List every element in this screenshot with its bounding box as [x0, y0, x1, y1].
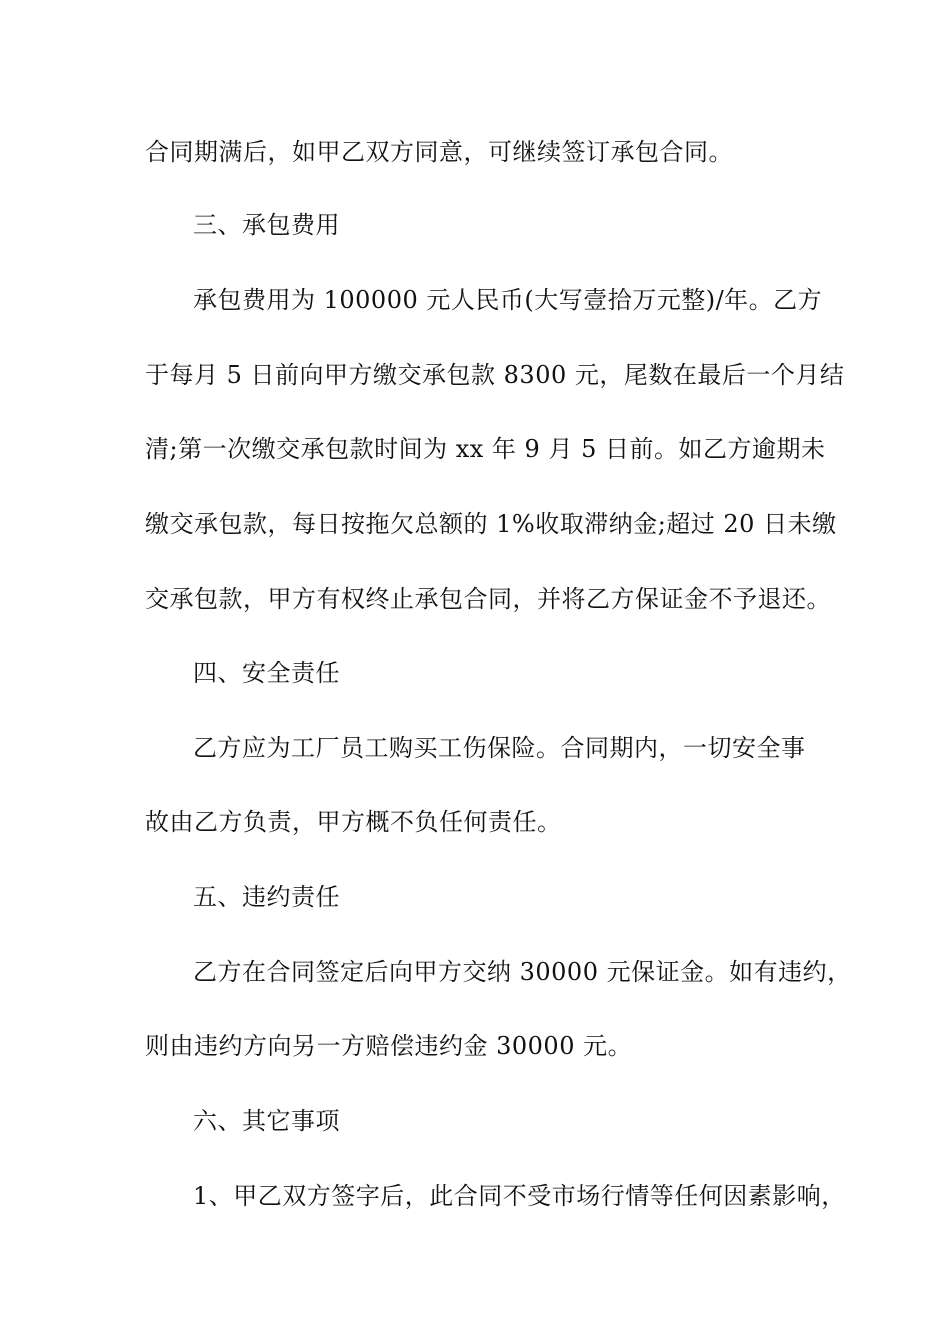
- section-heading: 三、承包费用: [193, 211, 340, 239]
- paragraph-line: 于每月 5 日前向甲方缴交承包款 8300 元，尾数在最后一个月结: [145, 361, 845, 389]
- paragraph-line: 合同期满后，如甲乙双方同意，可继续签订承包合同。: [145, 138, 733, 166]
- section-heading: 五、违约责任: [193, 883, 340, 911]
- paragraph-line: 缴交承包款，每日按拖欠总额的 1%收取滞纳金;超过 20 日未缴: [145, 510, 837, 538]
- paragraph-line: 故由乙方负责，甲方概不负任何责任。: [145, 808, 562, 836]
- section-heading: 六、其它事项: [193, 1107, 340, 1135]
- paragraph-line: 交承包款，甲方有权终止承包合同，并将乙方保证金不予退还。: [145, 585, 831, 613]
- paragraph-line: 则由违约方向另一方赔偿违约金 30000 元。: [145, 1032, 633, 1060]
- section-heading: 四、安全责任: [193, 659, 340, 687]
- paragraph-line: 1、甲乙双方签字后，此合同不受市场行情等任何因素影响，: [193, 1182, 846, 1210]
- paragraph-line: 乙方在合同签定后向甲方交纳 30000 元保证金。如有违约，: [193, 958, 852, 986]
- paragraph-line: 清;第一次缴交承包款时间为 xx 年 9 月 5 日前。如乙方逾期未: [145, 435, 826, 463]
- paragraph-line: 乙方应为工厂员工购买工伤保险。合同期内，一切安全事: [193, 734, 806, 762]
- paragraph-line: 承包费用为 100000 元人民币(大写壹拾万元整)/年。乙方: [193, 286, 823, 314]
